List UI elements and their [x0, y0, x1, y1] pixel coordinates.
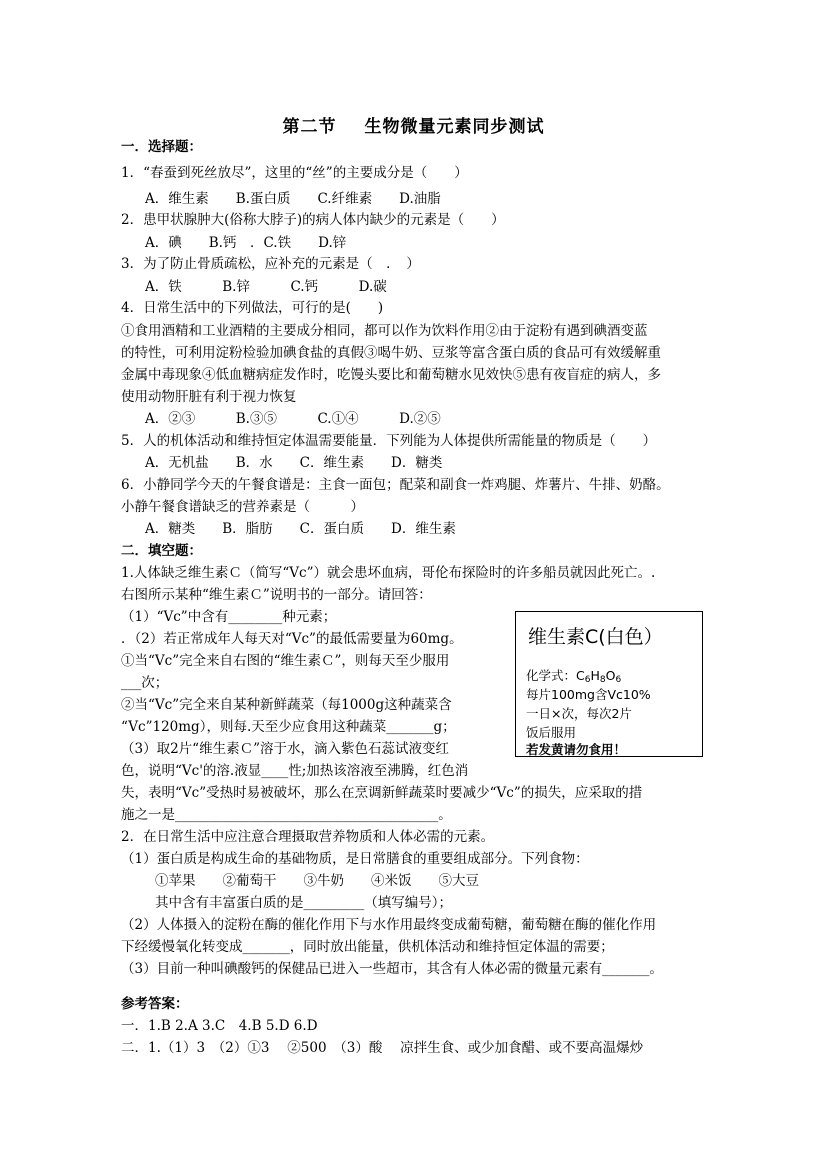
text-line: （1）“Vc”中含有________种元素； [121, 609, 337, 625]
text-line: 5．人的机体活动和维持恒定体温需要能量．下列能为人体提供所需能量的物质是（ ） [121, 433, 657, 449]
text-line: 4．日常生活中的下列做法，可行的是( ) [121, 300, 384, 316]
text-line: 的特性，可利用淀粉检验加碘食盐的真假③喝牛奶、豆浆等富含蛋白质的食品可有效缓解重 [121, 345, 661, 361]
label-formula: 化学式：$C_6H_8O_6$ [526, 668, 622, 685]
text-line: A．铁 B.锌 C.钙 D.碳 [145, 279, 387, 295]
text-line: 一．1.B 2.A 3.C 4.B 5.D 6.D [121, 1018, 318, 1034]
text-line: （1）蛋白质是构成生命的基础物质，是日常膳食的重要组成部分。下列食物： [121, 851, 589, 867]
text-line: 金属中毒现象④低血糖病症发作时，吃馒头要比和葡萄糖水见效快⑤患有夜盲症的病人，多 [121, 367, 661, 383]
text-line: 失，表明“Vc”受热时易被破坏，那么在烹调新鲜蔬菜时要减少“Vc”的损失，应采取的措 [121, 785, 643, 801]
text-line: ．（2）若正常成年人每天对“Vc”的最低需要量为60mg。 [121, 631, 463, 647]
text-line: A．无机盐 B．水 C．维生素 D．糖类 [145, 455, 443, 471]
text-line: 1．“春蚕到死丝放尽”，这里的“丝”的主要成分是（ ） [121, 165, 468, 181]
text-line: ①当“Vc”完全来自右图的“维生素Ｃ”，则每天至少服用 [121, 653, 450, 669]
text-line: ___次； [121, 675, 169, 691]
text-line: A．糖类 B．脂肪 C．蛋白质 D．维生素 [145, 521, 456, 537]
text-line: 参考答案： [121, 996, 189, 1012]
text-line: A．碘 B.钙 ．C.铁 D.锌 [145, 235, 347, 251]
text-line: 使用动物肝脏有利于视力恢复 [121, 389, 297, 405]
page-title [0, 112, 827, 137]
text-line: 色，说明“Vc'的溶.液显____性;加热该溶液至沸腾，红色消 [121, 763, 469, 779]
label-title: 维生素C(白色） [528, 626, 663, 648]
title-name: 生物微量元素同步测试 [364, 117, 545, 137]
text-line: “Vc”120mg），则每.天至少应食用这种蔬菜_______g； [121, 719, 456, 735]
text-line: 1.人体缺乏维生素Ｃ（简写“Vc”）就会患坏血病，哥伦布探险时的许多船员就因此死亡。. [121, 565, 656, 581]
text-line: 小静午餐食谱缺乏的营养素是（ ） [121, 499, 364, 515]
label-dose: 每片100mg含Vc10% [526, 687, 651, 702]
text-line: 3．为了防止骨质疏松，应补充的元素是（ ． ） [121, 256, 420, 272]
text-line: A．②③ B.③⑤ C.①④ D.②⑤ [145, 411, 441, 427]
label-warning: 若发黄请勿食用！ [526, 742, 627, 757]
title-section: 第二节 [282, 117, 337, 137]
text-line: 其中含有丰富蛋白质的是_________（填写编号）； [155, 895, 452, 911]
text-line: ①食用酒精和工业酒精的主要成分相同，都可以作为饮料作用②由于淀粉有遇到碘酒变蓝 [121, 323, 648, 339]
text-line: A．维生素 B.蛋白质 C.纤维素 D.油脂 [145, 191, 441, 207]
vitamin-c-label [515, 611, 703, 757]
label-usage: 饭后服用 [526, 725, 577, 740]
text-line: 下经缓慢氧化转变成_______，同时放出能量，供机体活动和维持恒定体温的需要； [121, 939, 614, 955]
text-line: 施之一是_______________________________________。 [121, 807, 452, 823]
text-line: 二．填空题： [121, 543, 202, 559]
text-line: （2）人体摄入的淀粉在酶的催化作用下与水作用最终变成葡萄糖，葡萄糖在酶的催化作用 [121, 917, 657, 933]
text-line: 右图所示某种“维生素Ｃ”说明书的一部分。请回答： [121, 587, 432, 603]
text-line: （3）目前一种叫碘酸钙的保健品已进入一些超市，其含有人体必需的微量元素有_______。 [121, 961, 663, 977]
text-line: ②当“Vc”完全来自某种新鲜蔬菜（每1000g这种蔬菜含 [121, 697, 452, 713]
text-line: 二．1.（1）3 （2）①3 ②500 （3）酸 凉拌生食、或少加食醋、或不要高温爆炒 [121, 1040, 644, 1056]
text-line: 6．小静同学今天的午餐食谱是：主食一面包；配菜和副食一炸鸡腿、炸薯片、牛排、奶酪。 [121, 477, 670, 493]
text-line: （3）取2片“维生素Ｃ”溶于水，滴入紫色石蕊试液变红 [121, 741, 449, 757]
label-frequency: 一日×次，每次2片 [526, 706, 632, 721]
text-line: 2．在日常生活中应注意合理摄取营养物质和人体必需的元素。 [121, 829, 495, 845]
text-line: 2．患甲状腺肿大(俗称大脖子)的病人体内缺少的元素是（ ） [121, 212, 505, 228]
text-line: 一．选择题： [121, 139, 202, 155]
text-line: ①苹果 ②葡萄干 ③牛奶 ④米饭 ⑤大豆 [155, 873, 479, 889]
